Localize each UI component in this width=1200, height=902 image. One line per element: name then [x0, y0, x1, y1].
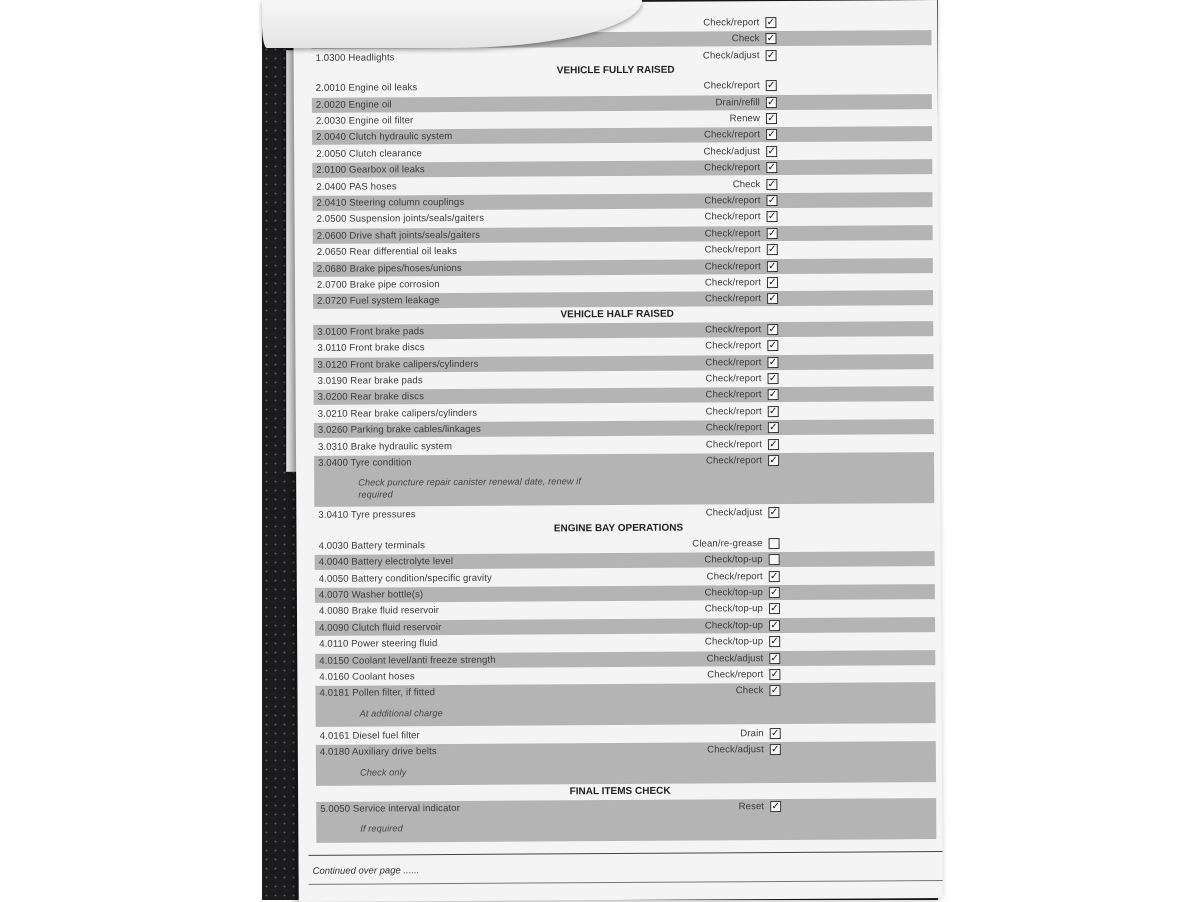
checked-checkbox[interactable]: ✓: [769, 507, 779, 519]
item-code-description: 4.0110 Power steering fluid: [319, 638, 438, 651]
item-code-description: 3.0100 Front brake pads: [317, 325, 425, 338]
item-code-description: 1.0300 Headlights: [315, 52, 395, 64]
item-code-description: 2.0410 Steering column couplings: [316, 196, 465, 209]
item-code-description: 2.0020 Engine oil: [315, 98, 392, 111]
checklist-row: [315, 633, 935, 652]
item-code-description: 2.0040 Clutch hydraulic system: [316, 131, 453, 144]
checklist-row: [312, 176, 932, 195]
checked-checkbox[interactable]: ✓: [768, 389, 778, 401]
checked-checkbox[interactable]: ✓: [768, 323, 778, 335]
item-action: Check/report: [704, 211, 761, 223]
checklist-row: [316, 798, 936, 843]
checklist-row: [314, 386, 934, 405]
item-action: Check/report: [705, 438, 762, 451]
checklist-row: [315, 551, 935, 570]
checked-checkbox[interactable]: ✓: [767, 227, 777, 239]
item-code-description: 2.0650 Rear differential oil leaks: [316, 246, 458, 259]
checked-checkbox[interactable]: ✓: [767, 178, 777, 190]
checked-checkbox[interactable]: ✓: [766, 49, 776, 61]
checked-checkbox[interactable]: ✓: [770, 727, 780, 739]
checked-checkbox[interactable]: ✓: [768, 356, 778, 368]
item-code-description: 5.0050 Service interval indicator: [320, 802, 461, 815]
checked-checkbox[interactable]: ✓: [770, 603, 779, 615]
checklist-row: [312, 126, 932, 145]
service-checklist-page: [293, 0, 942, 902]
item-code-description: 3.0210 Rear brake calipers/cylinders: [317, 407, 478, 420]
checked-checkbox[interactable]: ✓: [769, 570, 779, 582]
checked-checkbox[interactable]: ✓: [770, 619, 779, 631]
checked-checkbox[interactable]: ✓: [768, 260, 777, 272]
checklist-row: [315, 682, 935, 727]
item-action: Check/top-up: [704, 619, 764, 632]
item-code-description: 4.0180 Auxiliary drive belts: [319, 746, 437, 759]
checklist-row: [313, 290, 933, 309]
checked-checkbox[interactable]: ✓: [767, 113, 776, 125]
item-note: At additional charge: [359, 707, 443, 719]
checked-checkbox[interactable]: ✓: [767, 211, 777, 223]
empty-checkbox[interactable]: [769, 554, 780, 565]
section-heading: FINAL ITEMS CHECK: [569, 785, 671, 797]
item-code-description: 2.0400 PAS hoses: [316, 180, 397, 193]
item-code-description: 3.0410 Tyre pressures: [318, 509, 416, 522]
item-code-description: 2.0050 Clutch clearance: [316, 147, 422, 160]
checklist-row: [313, 241, 933, 260]
item-code-description: 4.0040 Battery electrolyte level: [318, 556, 454, 569]
item-code-description: 4.0161 Diesel fuel filter: [319, 730, 420, 742]
checked-checkbox[interactable]: ✓: [769, 455, 778, 467]
item-code-description: 2.0680 Brake pipes/hoses/unions: [316, 262, 462, 275]
item-code-description: 4.0050 Battery condition/specific gravity: [318, 572, 492, 585]
checked-checkbox[interactable]: ✓: [768, 340, 778, 352]
item-action: Check/report: [705, 455, 763, 467]
item-action: Check/report: [705, 323, 762, 336]
checked-checkbox[interactable]: ✓: [767, 162, 777, 174]
section-heading: VEHICLE HALF RAISED: [560, 308, 674, 321]
item-action: Renew: [729, 113, 761, 125]
item-note-continued: required: [358, 489, 393, 500]
item-action: Check/report: [704, 244, 761, 256]
checklist-row: [312, 159, 932, 178]
item-action: Check/report: [703, 17, 760, 29]
checked-checkbox[interactable]: ✓: [767, 244, 777, 256]
item-action: Check: [732, 178, 761, 190]
item-note: Check only: [359, 766, 407, 778]
checked-checkbox[interactable]: ✓: [767, 195, 777, 207]
checklist-row: [315, 568, 935, 587]
item-action: Check/report: [707, 669, 764, 681]
item-action: Check/adjust: [705, 507, 763, 519]
item-action: Check/report: [705, 422, 762, 434]
checked-checkbox[interactable]: ✓: [768, 405, 778, 417]
item-code-description: 4.0160 Coolant hoses: [319, 671, 415, 683]
checked-checkbox[interactable]: ✓: [769, 438, 778, 450]
item-code-description: 2.0720 Fuel system leakage: [317, 295, 440, 308]
item-action: Check/report: [706, 570, 763, 583]
checklist-row: [314, 436, 934, 455]
checklist-row: [312, 94, 932, 113]
item-note: If required: [360, 823, 403, 834]
checked-checkbox[interactable]: ✓: [766, 17, 776, 29]
checklist-row: [316, 741, 936, 786]
item-action: Check/report: [704, 227, 761, 240]
item-code-description: 4.0150 Coolant level/anti freeze strength: [319, 654, 496, 667]
item-action: Clean/re-grease: [692, 537, 763, 550]
checked-checkbox[interactable]: ✓: [767, 129, 776, 141]
item-code-description: 2.0030 Engine oil filter: [315, 115, 414, 127]
item-action: Check/report: [704, 277, 762, 289]
checklist-row: [314, 452, 934, 507]
checked-checkbox[interactable]: ✓: [767, 145, 776, 157]
item-action: Check/report: [705, 389, 762, 401]
item-code-description: 3.0190 Rear brake pads: [317, 375, 423, 387]
item-code-description: 2.0600 Drive shaft joints/seals/gaiters: [316, 229, 481, 242]
item-code-description: 4.0030 Battery terminals: [318, 539, 425, 552]
item-action: Check/report: [704, 162, 761, 174]
checklist-row: [315, 600, 935, 619]
item-action: Check/adjust: [707, 744, 764, 756]
item-action: Check/report: [705, 340, 762, 352]
item-code-description: 2.0100 Gearbox oil leaks: [316, 164, 425, 177]
item-code-description: 3.0110 Front brake discs: [317, 342, 425, 355]
item-code-description: 2.0010 Engine oil leaks: [315, 82, 418, 95]
item-code-description: 4.0070 Washer bottle(s): [318, 589, 424, 601]
checklist-row: [313, 258, 933, 277]
item-action: Drain/refill: [715, 96, 760, 108]
checklist-row: [312, 77, 932, 96]
item-action: Check: [731, 33, 760, 45]
checked-checkbox[interactable]: ✓: [770, 669, 780, 681]
item-code-description: 3.0200 Rear brake discs: [317, 391, 424, 404]
item-action: Check/top-up: [704, 603, 764, 615]
item-code-description: 3.0310 Brake hydraulic system: [317, 440, 453, 453]
item-action: Drain: [740, 727, 764, 740]
checked-checkbox[interactable]: ✓: [770, 636, 779, 648]
item-code-description: 4.0080 Brake fluid reservoir: [318, 605, 440, 618]
item-action: Check/adjust: [703, 145, 761, 158]
checked-checkbox[interactable]: ✓: [766, 33, 776, 45]
item-action: Check/report: [703, 80, 760, 92]
item-code-description: 2.0700 Brake pipe corrosion: [316, 279, 440, 291]
item-code-description: 3.0120 Front brake calipers/cylinders: [317, 358, 479, 371]
section-heading: ENGINE BAY OPERATIONS: [553, 522, 684, 535]
section-heading: VEHICLE FULLY RAISED: [556, 64, 675, 77]
item-action: Check/adjust: [706, 652, 764, 665]
checked-checkbox[interactable]: ✓: [769, 422, 778, 434]
checklist-row: [314, 419, 934, 438]
item-action: Check/top-up: [704, 587, 763, 599]
item-action: Reset: [738, 800, 765, 812]
item-code-description: 3.0260 Parking brake cables/linkages: [317, 424, 481, 437]
checked-checkbox[interactable]: ✓: [768, 373, 778, 385]
item-action: Check/report: [704, 293, 762, 305]
item-code-description: 4.0090 Clutch fluid reservoir: [319, 621, 442, 634]
checklist-rows: [293, 0, 942, 902]
item-action: Check/top-up: [704, 554, 763, 566]
checked-checkbox[interactable]: ✓: [771, 800, 780, 812]
item-action: Check/top-up: [704, 636, 764, 648]
item-action: Check/report: [704, 195, 761, 207]
empty-checkbox[interactable]: [769, 538, 780, 549]
checked-checkbox[interactable]: ✓: [768, 277, 777, 289]
checklist-row: [313, 337, 933, 356]
checklist-row: [313, 354, 933, 373]
item-code-description: 3.0400 Tyre condition: [318, 457, 412, 469]
item-action: Check/report: [705, 373, 762, 385]
checked-checkbox[interactable]: ✓: [766, 80, 776, 92]
item-action: Check/report: [704, 260, 761, 273]
item-note: Check puncture repair canister renewal date, renew if: [358, 476, 582, 488]
footer-note: Continued over page ......: [312, 865, 420, 877]
checked-checkbox[interactable]: ✓: [771, 744, 780, 756]
checked-checkbox[interactable]: ✓: [770, 685, 780, 697]
checklist-row: [313, 208, 933, 227]
item-action: Check/report: [703, 129, 761, 141]
item-code-description: 4.0181 Pollen filter, if fitted: [319, 687, 436, 700]
checklist-row: [314, 504, 934, 523]
item-action: Check/report: [705, 356, 762, 369]
checked-checkbox[interactable]: ✓: [770, 652, 780, 664]
checked-checkbox[interactable]: ✓: [770, 587, 779, 599]
item-action: Check: [735, 685, 764, 697]
checked-checkbox[interactable]: ✓: [767, 96, 776, 108]
item-action: Check/report: [705, 405, 762, 418]
item-code-description: 2.0500 Suspension joints/seals/gaiters: [316, 213, 485, 226]
checklist-row: [315, 650, 935, 669]
checked-checkbox[interactable]: ✓: [768, 293, 777, 305]
item-action: Check/adjust: [702, 49, 760, 62]
